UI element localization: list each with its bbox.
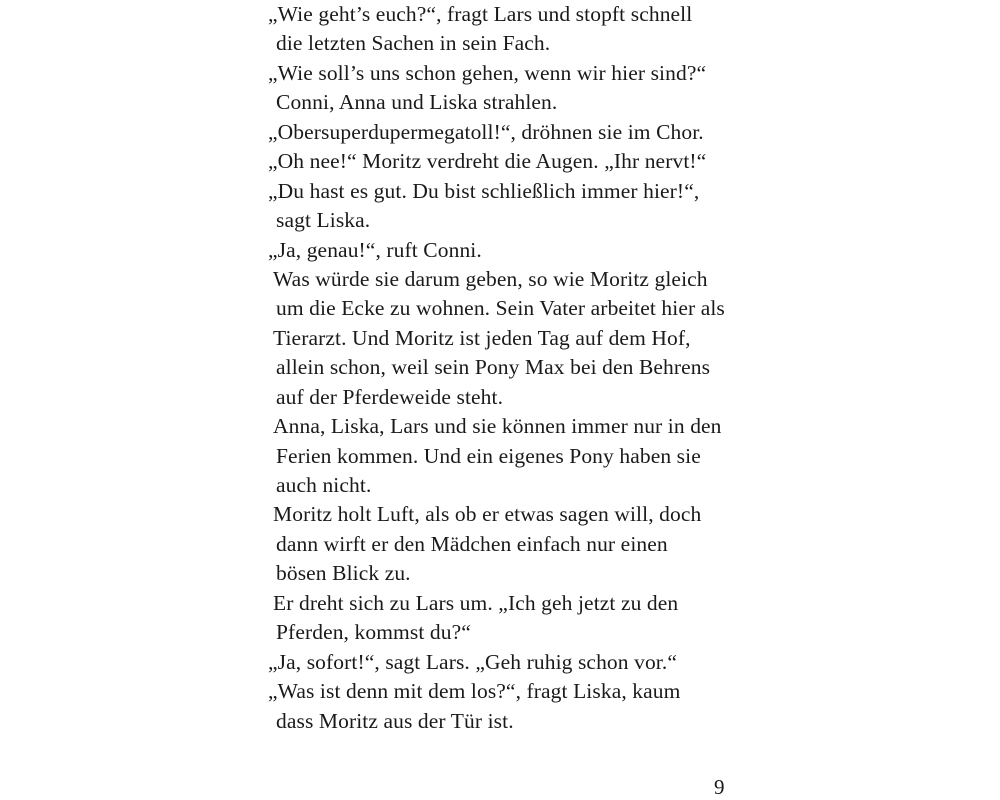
text-line: dann wirft er den Mädchen einfach nur einen: [276, 531, 668, 556]
text-line: „Obersuperdupermegatoll!“, dröhnen sie im Chor.: [268, 119, 704, 144]
text-line: „Ja, sofort!“, sagt Lars. „Geh ruhig schon vor.“: [268, 649, 677, 674]
text-line: auch nicht.: [276, 473, 372, 497]
text-line: die letzten Sachen in sein Fach.: [276, 31, 551, 56]
text-line: um die Ecke zu wohnen. Sein Vater arbeitet hier als: [276, 296, 725, 321]
body-text: [268, 0, 748, 736]
text-line: Er dreht sich zu Lars um. „Ich geh jetzt zu den: [273, 590, 679, 615]
text-line: „Du hast es gut. Du bist schließlich immer hier!“,: [268, 178, 700, 203]
text-line: Conni, Anna und Liska strahlen.: [276, 90, 558, 115]
text-line: Anna, Liska, Lars und sie können immer nur in den: [273, 414, 722, 439]
text-line: sagt Liska.: [276, 208, 371, 233]
text-line: Ferien kommen. Und ein eigenes Pony haben sie: [276, 443, 701, 468]
text-line: bösen Blick zu.: [276, 561, 411, 586]
text-line: Pferden, kommst du?“: [276, 620, 471, 645]
page-number: 9: [714, 775, 725, 799]
text-line: Was würde sie darum geben, so wie Moritz gleich: [273, 266, 708, 291]
text-line: Moritz holt Luft, als ob er etwas sagen will, doch: [273, 502, 702, 527]
text-line: dass Moritz aus der Tür ist.: [276, 708, 514, 733]
text-line: „Wie geht’s euch?“, fragt Lars und stopft schnell: [268, 2, 693, 26]
text-line: „Was ist denn mit dem los?“, fragt Liska, kaum: [268, 679, 681, 704]
text-line: „Oh nee!“ Moritz verdreht die Augen. „Ihr nervt!“: [268, 149, 707, 174]
text-line: auf der Pferdeweide steht.: [276, 384, 504, 409]
text-line: Tierarzt. Und Moritz ist jeden Tag auf dem Hof,: [273, 325, 691, 350]
text-line: „Ja, genau!“, ruft Conni.: [268, 237, 482, 262]
text-line: „Wie soll’s uns schon gehen, wenn wir hier sind?“: [268, 60, 707, 85]
text-line: allein schon, weil sein Pony Max bei den Behrens: [276, 355, 711, 380]
